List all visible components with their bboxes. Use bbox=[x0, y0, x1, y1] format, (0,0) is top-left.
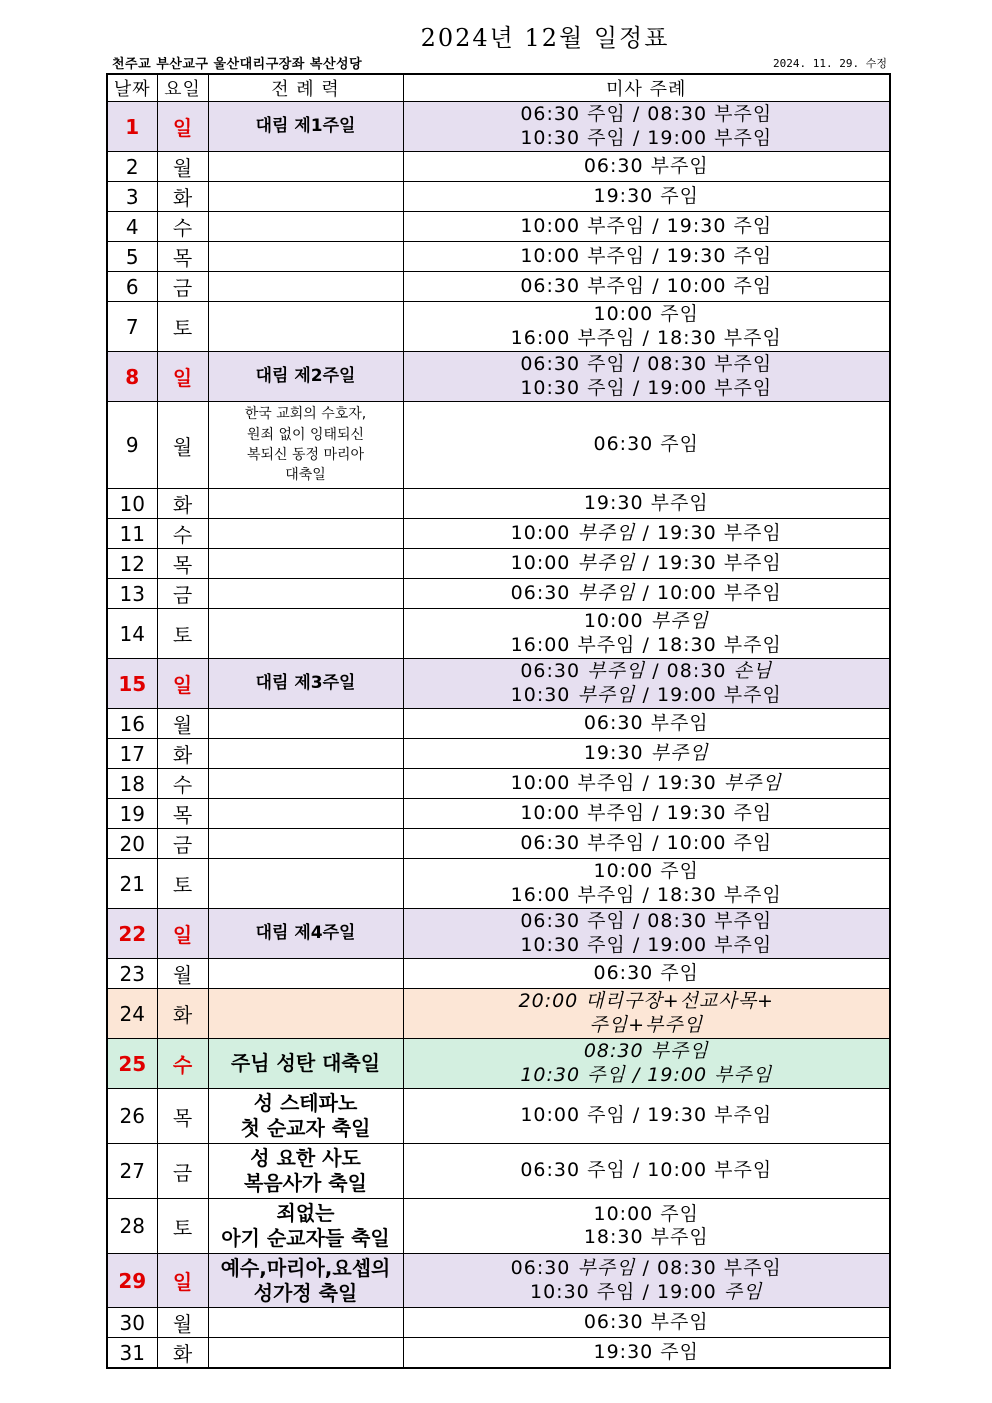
mass-segment: 10:00 부주임 / 19:30 주임 bbox=[520, 244, 773, 267]
mass-line bbox=[404, 127, 890, 150]
table-row bbox=[107, 302, 890, 352]
table-row bbox=[107, 549, 890, 579]
mass-segment: 10:00 bbox=[510, 521, 578, 544]
feast-cell: 대림 제2주일 bbox=[208, 352, 403, 402]
weekday-cell: 일 bbox=[157, 1254, 208, 1308]
mass-cell bbox=[403, 659, 890, 709]
mass-segment-italic: 부주임 bbox=[577, 581, 636, 604]
mass-cell bbox=[403, 519, 890, 549]
mass-line bbox=[404, 962, 890, 985]
weekday-cell: 금 bbox=[157, 1144, 208, 1199]
mass-cell bbox=[403, 272, 890, 302]
weekday-cell: 수 bbox=[157, 769, 208, 799]
mass-segment: 06:30 부주임 bbox=[583, 711, 709, 734]
mass-segment: 06:30 주임 bbox=[593, 961, 699, 984]
mass-cell bbox=[403, 799, 890, 829]
feast-cell: 대림 제4주일 bbox=[208, 909, 403, 959]
feast-cell bbox=[208, 1308, 403, 1338]
mass-line bbox=[404, 1311, 890, 1334]
feast-cell bbox=[208, 302, 403, 352]
mass-segment: / 19:00 부주임 bbox=[635, 683, 782, 706]
mass-cell bbox=[403, 709, 890, 739]
date-cell: 23 bbox=[107, 959, 157, 989]
table-row bbox=[107, 182, 890, 212]
mass-cell bbox=[403, 739, 890, 769]
mass-cell bbox=[403, 609, 890, 659]
table-row bbox=[107, 989, 890, 1039]
date-cell: 31 bbox=[107, 1338, 157, 1369]
weekday-cell: 일 bbox=[157, 352, 208, 402]
date-cell: 7 bbox=[107, 302, 157, 352]
mass-segment: 19:30 부주임 bbox=[583, 491, 709, 514]
weekday-cell: 일 bbox=[157, 909, 208, 959]
weekday-cell: 수 bbox=[157, 519, 208, 549]
mass-cell bbox=[403, 1308, 890, 1338]
mass-segment: 10:30 주임 / 19:00 bbox=[530, 1280, 724, 1303]
feast-cell bbox=[208, 549, 403, 579]
weekday-cell: 화 bbox=[157, 1338, 208, 1369]
mass-segment: 10:30 bbox=[510, 683, 578, 706]
table-row bbox=[107, 152, 890, 182]
mass-line bbox=[404, 353, 890, 376]
mass-cell bbox=[403, 1039, 890, 1089]
mass-segment-italic: 부주임 bbox=[587, 660, 646, 683]
table-row bbox=[107, 609, 890, 659]
mass-segment: 06:30 bbox=[510, 1257, 578, 1280]
mass-segment: / 19:30 부주임 bbox=[635, 551, 782, 574]
mass-segment-italic: 부주임 bbox=[577, 683, 636, 706]
mass-segment-italic: 08:30 부주임 bbox=[583, 1040, 709, 1063]
weekday-cell: 화 bbox=[157, 489, 208, 519]
date-cell: 29 bbox=[107, 1254, 157, 1308]
table-row bbox=[107, 769, 890, 799]
feast-cell bbox=[208, 769, 403, 799]
mass-segment: 06:30 부주임 bbox=[583, 1310, 709, 1333]
date-cell: 16 bbox=[107, 709, 157, 739]
mass-segment: 16:00 부주임 / 18:30 부주임 bbox=[510, 633, 782, 656]
feast-cell: 성 요한 사도 복음사가 축일 bbox=[208, 1144, 403, 1199]
weekday-cell: 화 bbox=[157, 182, 208, 212]
feast-cell bbox=[208, 959, 403, 989]
date-cell: 9 bbox=[107, 402, 157, 489]
feast-cell bbox=[208, 272, 403, 302]
mass-segment: 06:30 주임 bbox=[593, 433, 699, 456]
date-cell: 3 bbox=[107, 182, 157, 212]
date-cell: 18 bbox=[107, 769, 157, 799]
header-weekday: 요일 bbox=[157, 74, 208, 102]
mass-segment: 10:00 부주임 / 19:30 주임 bbox=[520, 801, 773, 824]
mass-line bbox=[404, 990, 890, 1013]
weekday-cell: 수 bbox=[157, 1039, 208, 1089]
feast-cell bbox=[208, 859, 403, 909]
mass-segment: 10:00 주임 bbox=[593, 860, 699, 883]
feast-cell: 성 스테파노 첫 순교자 축일 bbox=[208, 1089, 403, 1144]
mass-segment: 06:30 부주임 / 10:00 주임 bbox=[520, 831, 773, 854]
mass-segment: 10:00 bbox=[583, 610, 651, 633]
mass-segment: 19:30 주임 bbox=[593, 184, 699, 207]
table-row bbox=[107, 709, 890, 739]
weekday-cell: 금 bbox=[157, 579, 208, 609]
mass-segment: 06:30 bbox=[510, 581, 578, 604]
mass-cell bbox=[403, 152, 890, 182]
table-row bbox=[107, 959, 890, 989]
mass-cell bbox=[403, 579, 890, 609]
table-row bbox=[107, 579, 890, 609]
mass-cell bbox=[403, 859, 890, 909]
mass-segment-italic: 부주임 bbox=[577, 521, 636, 544]
mass-segment: / 10:00 부주임 bbox=[635, 581, 782, 604]
mass-line bbox=[404, 860, 890, 883]
table-row bbox=[107, 1308, 890, 1338]
mass-line bbox=[404, 634, 890, 657]
weekday-cell: 토 bbox=[157, 302, 208, 352]
mass-segment-italic: 부주임 bbox=[723, 771, 782, 794]
mass-segment: 19:30 주임 bbox=[593, 1340, 699, 1363]
mass-segment: 10:00 주임 bbox=[593, 303, 699, 326]
mass-line bbox=[404, 103, 890, 126]
table-row bbox=[107, 739, 890, 769]
feast-cell bbox=[208, 519, 403, 549]
mass-segment: 19:30 bbox=[583, 741, 651, 764]
date-cell: 12 bbox=[107, 549, 157, 579]
weekday-cell: 토 bbox=[157, 859, 208, 909]
mass-line bbox=[404, 377, 890, 400]
mass-line bbox=[404, 1104, 890, 1127]
date-cell: 22 bbox=[107, 909, 157, 959]
date-cell: 21 bbox=[107, 859, 157, 909]
feast-cell: 예수,마리아,요셉의 성가정 축일 bbox=[208, 1254, 403, 1308]
weekday-cell: 토 bbox=[157, 609, 208, 659]
weekday-cell: 목 bbox=[157, 242, 208, 272]
mass-segment: 10:00 부주임 / 19:30 bbox=[510, 771, 724, 794]
date-cell: 17 bbox=[107, 739, 157, 769]
mass-cell bbox=[403, 769, 890, 799]
mass-cell bbox=[403, 989, 890, 1039]
date-cell: 26 bbox=[107, 1089, 157, 1144]
date-cell: 11 bbox=[107, 519, 157, 549]
mass-segment-italic: 부주임 bbox=[577, 551, 636, 574]
mass-segment: 06:30 부주임 bbox=[583, 154, 709, 177]
mass-segment: 16:00 부주임 / 18:30 부주임 bbox=[510, 326, 782, 349]
table-row bbox=[107, 1089, 890, 1144]
mass-segment: 16:00 부주임 / 18:30 부주임 bbox=[510, 883, 782, 906]
table-row bbox=[107, 1144, 890, 1199]
table-row bbox=[107, 102, 890, 152]
feast-cell bbox=[208, 489, 403, 519]
mass-line bbox=[404, 660, 890, 683]
table-row bbox=[107, 909, 890, 959]
table-row bbox=[107, 1338, 890, 1369]
mass-cell bbox=[403, 182, 890, 212]
mass-cell bbox=[403, 1089, 890, 1144]
table-row bbox=[107, 1254, 890, 1308]
mass-line bbox=[404, 742, 890, 765]
feast-cell bbox=[208, 829, 403, 859]
weekday-cell: 목 bbox=[157, 1089, 208, 1144]
mass-segment-italic: 10:30 주임 / 19:00 부주임 bbox=[520, 1063, 773, 1086]
feast-cell: 대림 제3주일 bbox=[208, 659, 403, 709]
date-cell: 5 bbox=[107, 242, 157, 272]
schedule-table bbox=[106, 73, 891, 1369]
mass-segment: / 08:30 bbox=[645, 660, 734, 683]
table-row bbox=[107, 1039, 890, 1089]
weekday-cell: 금 bbox=[157, 829, 208, 859]
table-row bbox=[107, 659, 890, 709]
date-cell: 19 bbox=[107, 799, 157, 829]
mass-segment: 10:00 주임 bbox=[593, 1202, 699, 1225]
mass-line bbox=[404, 832, 890, 855]
mass-segment-italic: 주임 bbox=[723, 1280, 763, 1303]
table-row bbox=[107, 272, 890, 302]
mass-segment-italic: 20:00 대리구장+선교사목+ bbox=[518, 990, 774, 1013]
mass-cell bbox=[403, 489, 890, 519]
date-cell: 25 bbox=[107, 1039, 157, 1089]
mass-cell bbox=[403, 1254, 890, 1308]
date-cell: 15 bbox=[107, 659, 157, 709]
table-row bbox=[107, 352, 890, 402]
mass-line bbox=[404, 492, 890, 515]
mass-segment-italic: 부주임 bbox=[577, 1257, 636, 1280]
mass-segment: 06:30 주임 / 10:00 부주임 bbox=[520, 1159, 773, 1182]
date-cell: 20 bbox=[107, 829, 157, 859]
weekday-cell: 월 bbox=[157, 1308, 208, 1338]
date-cell: 1 bbox=[107, 102, 157, 152]
mass-segment: / 19:30 부주임 bbox=[635, 521, 782, 544]
date-cell: 30 bbox=[107, 1308, 157, 1338]
mass-segment: 10:00 부주임 / 19:30 주임 bbox=[520, 214, 773, 237]
mass-segment: 18:30 부주임 bbox=[583, 1226, 709, 1248]
table-row bbox=[107, 1199, 890, 1254]
feast-cell bbox=[208, 709, 403, 739]
mass-line bbox=[404, 934, 890, 957]
mass-line bbox=[404, 552, 890, 575]
mass-line bbox=[404, 712, 890, 735]
mass-line bbox=[404, 303, 890, 326]
mass-segment: 06:30 부주임 / 10:00 주임 bbox=[520, 274, 773, 297]
mass-segment: 10:30 주임 / 19:00 부주임 bbox=[520, 126, 773, 149]
mass-line bbox=[404, 610, 890, 633]
mass-segment: / 08:30 부주임 bbox=[635, 1257, 782, 1280]
feast-cell: 죄없는 아기 순교자들 축일 bbox=[208, 1199, 403, 1254]
mass-cell bbox=[403, 402, 890, 489]
schedule-body bbox=[107, 102, 890, 1369]
feast-cell bbox=[208, 799, 403, 829]
mass-cell bbox=[403, 102, 890, 152]
date-cell: 6 bbox=[107, 272, 157, 302]
mass-segment: 10:00 주임 / 19:30 부주임 bbox=[520, 1104, 773, 1127]
date-cell: 24 bbox=[107, 989, 157, 1039]
mass-segment: 10:30 주임 / 19:00 부주임 bbox=[520, 376, 773, 399]
mass-segment-italic: 주임+부주임 bbox=[589, 1013, 704, 1036]
mass-cell bbox=[403, 1199, 890, 1254]
mass-line bbox=[404, 1226, 890, 1249]
mass-segment: 10:30 주임 / 19:00 부주임 bbox=[520, 933, 773, 956]
mass-line bbox=[404, 1203, 890, 1226]
header-mass: 미사 주례 bbox=[403, 74, 890, 102]
mass-cell bbox=[403, 302, 890, 352]
mass-line bbox=[404, 522, 890, 545]
feast-cell bbox=[208, 242, 403, 272]
table-row bbox=[107, 402, 890, 489]
mass-line bbox=[404, 1159, 890, 1182]
weekday-cell: 목 bbox=[157, 549, 208, 579]
date-cell: 13 bbox=[107, 579, 157, 609]
mass-segment-italic: 부주임 bbox=[650, 610, 709, 633]
table-row bbox=[107, 242, 890, 272]
organization-name: 천주교 부산교구 울산대리구장좌 복산성당 bbox=[112, 57, 363, 72]
mass-line bbox=[404, 910, 890, 933]
mass-line bbox=[404, 582, 890, 605]
table-row bbox=[107, 519, 890, 549]
feast-cell: 주님 성탄 대축일 bbox=[208, 1039, 403, 1089]
date-cell: 27 bbox=[107, 1144, 157, 1199]
feast-cell bbox=[208, 212, 403, 242]
mass-cell bbox=[403, 549, 890, 579]
table-row bbox=[107, 829, 890, 859]
mass-cell bbox=[403, 1338, 890, 1369]
feast-cell bbox=[208, 182, 403, 212]
feast-cell bbox=[208, 739, 403, 769]
weekday-cell: 월 bbox=[157, 709, 208, 739]
mass-line bbox=[404, 215, 890, 238]
mass-line bbox=[404, 155, 890, 178]
date-cell: 4 bbox=[107, 212, 157, 242]
table-row bbox=[107, 489, 890, 519]
mass-line bbox=[404, 1341, 890, 1364]
feast-cell bbox=[208, 1338, 403, 1369]
weekday-cell: 목 bbox=[157, 799, 208, 829]
date-cell: 10 bbox=[107, 489, 157, 519]
mass-segment: 10:00 bbox=[510, 551, 578, 574]
mass-cell bbox=[403, 212, 890, 242]
revision-date: 2024. 11. 29. 수정 bbox=[773, 57, 887, 70]
mass-cell bbox=[403, 1144, 890, 1199]
weekday-cell: 화 bbox=[157, 989, 208, 1039]
mass-cell bbox=[403, 959, 890, 989]
mass-cell bbox=[403, 352, 890, 402]
date-cell: 8 bbox=[107, 352, 157, 402]
feast-cell bbox=[208, 152, 403, 182]
mass-line bbox=[404, 1040, 890, 1063]
header-feast: 전 례 력 bbox=[208, 74, 403, 102]
weekday-cell: 토 bbox=[157, 1199, 208, 1254]
mass-line bbox=[404, 327, 890, 350]
date-cell: 14 bbox=[107, 609, 157, 659]
feast-cell: 한국 교회의 수호자, 원죄 없이 잉태되신 복되신 동정 마리아 대축일 bbox=[208, 402, 403, 489]
mass-cell bbox=[403, 242, 890, 272]
weekday-cell: 일 bbox=[157, 659, 208, 709]
weekday-cell: 월 bbox=[157, 959, 208, 989]
mass-line bbox=[404, 684, 890, 707]
feast-cell: 대림 제1주일 bbox=[208, 102, 403, 152]
weekday-cell: 수 bbox=[157, 212, 208, 242]
mass-segment-italic: 손님 bbox=[733, 660, 773, 683]
mass-segment: 06:30 주임 / 08:30 부주임 bbox=[520, 353, 773, 376]
mass-segment: 06:30 주임 / 08:30 부주임 bbox=[520, 103, 773, 126]
mass-segment-italic: 부주임 bbox=[650, 741, 709, 764]
weekday-cell: 화 bbox=[157, 739, 208, 769]
mass-line bbox=[404, 884, 890, 907]
weekday-cell: 월 bbox=[157, 152, 208, 182]
date-cell: 2 bbox=[107, 152, 157, 182]
mass-segment: 06:30 bbox=[520, 660, 588, 683]
weekday-cell: 월 bbox=[157, 402, 208, 489]
mass-cell bbox=[403, 909, 890, 959]
mass-line bbox=[404, 1014, 890, 1037]
mass-segment: 06:30 주임 / 08:30 부주임 bbox=[520, 910, 773, 933]
table-row bbox=[107, 799, 890, 829]
mass-line bbox=[404, 245, 890, 268]
mass-cell bbox=[403, 829, 890, 859]
page-title: 2024년 12월 일정표 bbox=[420, 24, 670, 52]
mass-line bbox=[404, 1257, 890, 1280]
mass-line bbox=[404, 772, 890, 795]
table-row bbox=[107, 212, 890, 242]
mass-line bbox=[404, 275, 890, 298]
mass-line bbox=[404, 802, 890, 825]
header-date: 날짜 bbox=[107, 74, 157, 102]
feast-cell bbox=[208, 609, 403, 659]
mass-line bbox=[404, 1064, 890, 1087]
table-header-row bbox=[107, 74, 890, 102]
weekday-cell: 일 bbox=[157, 102, 208, 152]
date-cell: 28 bbox=[107, 1199, 157, 1254]
mass-line bbox=[404, 433, 890, 456]
mass-line bbox=[404, 1281, 890, 1304]
weekday-cell: 금 bbox=[157, 272, 208, 302]
table-row bbox=[107, 859, 890, 909]
mass-line bbox=[404, 185, 890, 208]
feast-cell bbox=[208, 579, 403, 609]
feast-cell bbox=[208, 989, 403, 1039]
